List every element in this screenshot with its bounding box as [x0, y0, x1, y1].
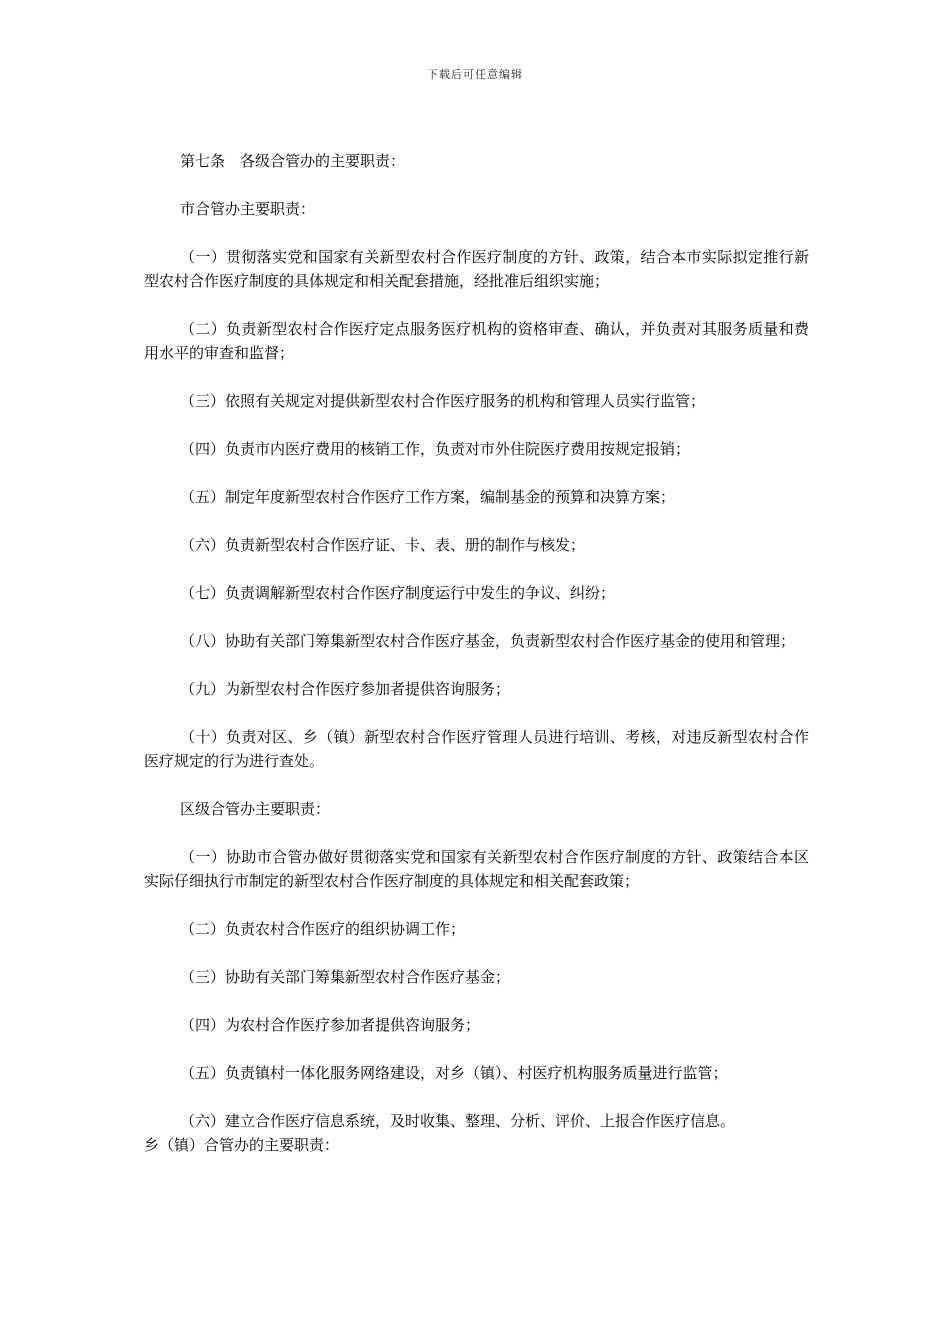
city-item-4: （四）负责市内医疗费用的核销工作，负责对市外住院医疗费用按规定报销； [180, 440, 691, 458]
city-item-1: （一）贯彻落实党和国家有关新型农村合作医疗制度的方针、政策，结合本市实际拟定推行新型农村合作医疗制度的具体规定和相关配套措施，经批准后组织实施； [144, 248, 809, 290]
article-title: 第七条 各级合管办的主要职责： [180, 152, 406, 170]
district-item-2: （二）负责农村合作医疗的组织协调工作； [180, 920, 466, 938]
city-item-3: （三）依照有关规定对提供新型农村合作医疗服务的机构和管理人员实行监管； [180, 392, 706, 410]
city-item-9: （九）为新型农村合作医疗参加者提供咨询服务； [180, 680, 511, 698]
city-item-2: （二）负责新型农村合作医疗定点服务医疗机构的资格审查、确认，并负责对其服务质量和费用水平的审查和监督； [144, 320, 809, 362]
district-item-4: （四）为农村合作医疗参加者提供咨询服务； [180, 1016, 481, 1034]
city-item-8: （八）协助有关部门筹集新型农村合作医疗基金，负责新型农村合作医疗基金的使用和管理； [180, 632, 796, 650]
page-header: 下载后可任意编辑 [427, 68, 523, 81]
city-item-7: （七）负责调解新型农村合作医疗制度运行中发生的争议、纠纷； [180, 584, 616, 602]
township-heading: 乡（镇）合管办的主要职责： [144, 1136, 340, 1154]
district-heading: 区级合管办主要职责： [180, 800, 331, 818]
document-body [144, 149, 809, 1157]
city-item-6: （六）负责新型农村合作医疗证、卡、表、册的制作与核发； [180, 536, 586, 554]
city-item-5: （五）制定年度新型农村合作医疗工作方案，编制基金的预算和决算方案； [180, 488, 676, 506]
district-item-1: （一）协助市合管办做好贯彻落实党和国家有关新型农村合作医疗制度的方针、政策结合本区实际仔细执行市制定的新型农村合作医疗制度的具体规定和相关配套政策； [144, 848, 809, 890]
district-item-3: （三）协助有关部门筹集新型农村合作医疗基金； [180, 968, 511, 986]
city-heading: 市合管办主要职责： [180, 200, 316, 218]
city-item-10: （十）负责对区、乡（镇）新型农村合作医疗管理人员进行培训、考核，对违反新型农村合作医疗规定的行为进行查处。 [144, 728, 809, 770]
district-item-6: （六）建立合作医疗信息系统，及时收集、整理、分析、评价、上报合作医疗信息。 [180, 1112, 736, 1130]
district-item-5: （五）负责镇村一体化服务网络建设，对乡（镇）、村医疗机构服务质量进行监管； [180, 1064, 728, 1082]
